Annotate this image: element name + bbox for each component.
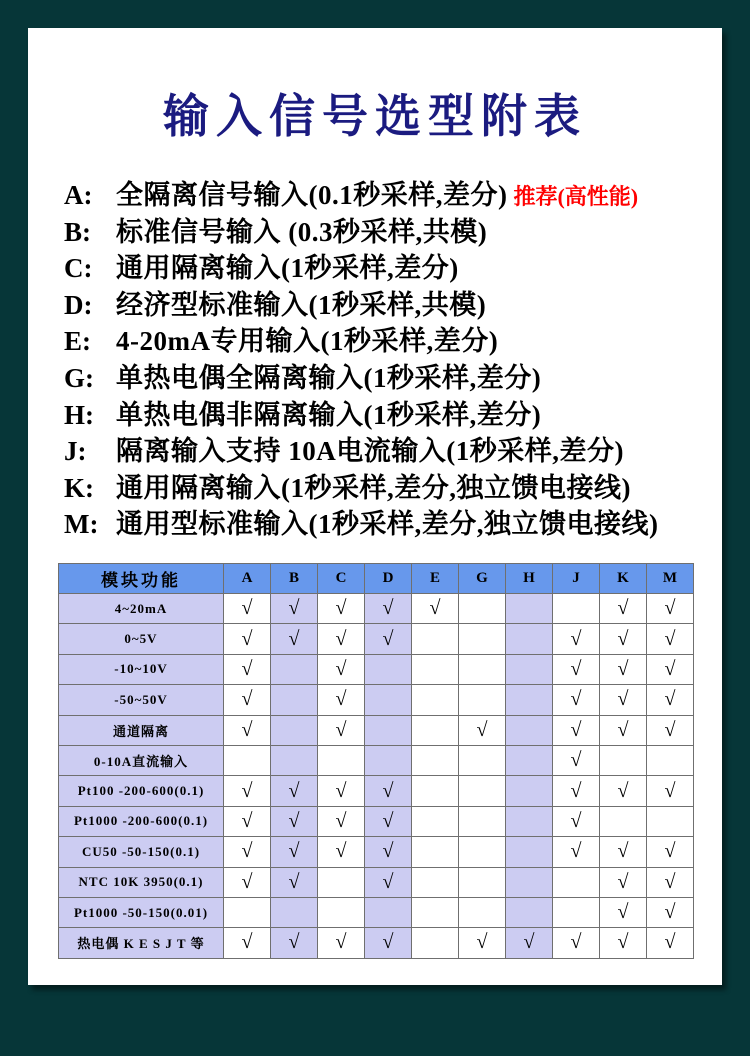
row-label: -50~50V — [59, 685, 224, 715]
option-letter: D: — [64, 289, 93, 320]
check-cell-K: √ — [600, 594, 647, 624]
table-row — [59, 594, 694, 624]
check-cell-M: √ — [647, 928, 694, 958]
check-cell-B: √ — [271, 867, 318, 897]
check-cell-M: √ — [647, 897, 694, 927]
empty-cell-D — [365, 745, 412, 775]
empty-cell-E — [412, 624, 459, 654]
empty-cell-B — [271, 715, 318, 745]
empty-cell-E — [412, 837, 459, 867]
table-row — [59, 776, 694, 806]
check-cell-C: √ — [318, 715, 365, 745]
table-row — [59, 685, 694, 715]
table-row — [59, 867, 694, 897]
empty-cell-A — [224, 897, 271, 927]
table-row — [59, 715, 694, 745]
check-cell-M: √ — [647, 654, 694, 684]
option-item-K — [64, 466, 712, 503]
check-cell-C: √ — [318, 928, 365, 958]
check-cell-C: √ — [318, 594, 365, 624]
column-header-G: G — [459, 564, 506, 594]
check-cell-D: √ — [365, 776, 412, 806]
check-cell-K: √ — [600, 837, 647, 867]
table-row — [59, 928, 694, 958]
table-header-row — [59, 564, 694, 594]
option-text: 单热电偶全隔离输入(1秒采样,差分) — [116, 362, 542, 393]
option-item-M — [64, 502, 712, 539]
check-cell-K: √ — [600, 715, 647, 745]
empty-cell-G — [459, 837, 506, 867]
check-cell-D: √ — [365, 594, 412, 624]
option-letter: M: — [64, 509, 99, 540]
row-label: 0-10A直流输入 — [59, 745, 224, 775]
check-cell-A: √ — [224, 806, 271, 836]
check-cell-J: √ — [553, 745, 600, 775]
empty-cell-B — [271, 745, 318, 775]
empty-cell-G — [459, 685, 506, 715]
table-row — [59, 806, 694, 836]
empty-cell-C — [318, 745, 365, 775]
option-text: 通用隔离输入(1秒采样,差分,独立馈电接线) — [116, 472, 631, 503]
empty-cell-E — [412, 928, 459, 958]
check-cell-D: √ — [365, 928, 412, 958]
empty-cell-E — [412, 806, 459, 836]
option-text: 标准信号输入 (0.3秒采样,共模) — [116, 216, 488, 247]
empty-cell-H — [506, 654, 553, 684]
empty-cell-D — [365, 654, 412, 684]
option-letter: A: — [64, 180, 93, 210]
empty-cell-G — [459, 624, 506, 654]
check-cell-B: √ — [271, 837, 318, 867]
row-label: -10~10V — [59, 654, 224, 684]
option-note: 推荐(高性能) — [513, 184, 639, 209]
column-header-E: E — [412, 564, 459, 594]
check-cell-J: √ — [553, 624, 600, 654]
table-row — [59, 745, 694, 775]
check-cell-A: √ — [224, 715, 271, 745]
row-label: 0~5V — [59, 624, 224, 654]
check-cell-D: √ — [365, 837, 412, 867]
check-cell-D: √ — [365, 806, 412, 836]
check-cell-K: √ — [600, 897, 647, 927]
check-cell-K: √ — [600, 624, 647, 654]
option-item-B — [64, 210, 712, 247]
check-cell-B: √ — [271, 624, 318, 654]
check-cell-J: √ — [553, 806, 600, 836]
empty-cell-C — [318, 897, 365, 927]
empty-cell-H — [506, 867, 553, 897]
check-cell-K: √ — [600, 685, 647, 715]
empty-cell-E — [412, 685, 459, 715]
option-letter: E: — [64, 326, 91, 357]
check-cell-A: √ — [224, 928, 271, 958]
option-text: 经济型标准输入(1秒采样,共模) — [116, 289, 487, 320]
empty-cell-H — [506, 897, 553, 927]
row-label: CU50 -50-150(0.1) — [59, 837, 224, 867]
column-header-H: H — [506, 564, 553, 594]
empty-cell-K — [600, 806, 647, 836]
row-label: 通道隔离 — [59, 715, 224, 745]
check-cell-J: √ — [553, 715, 600, 745]
check-cell-B: √ — [271, 806, 318, 836]
column-header-C: C — [318, 564, 365, 594]
empty-cell-J — [553, 897, 600, 927]
table-body — [59, 564, 694, 959]
check-cell-J: √ — [553, 928, 600, 958]
check-cell-K: √ — [600, 928, 647, 958]
selection-table — [58, 563, 694, 959]
empty-cell-D — [365, 897, 412, 927]
empty-cell-E — [412, 867, 459, 897]
check-cell-K: √ — [600, 867, 647, 897]
check-cell-M: √ — [647, 594, 694, 624]
check-cell-M: √ — [647, 715, 694, 745]
option-letter: G: — [64, 362, 94, 393]
check-cell-C: √ — [318, 654, 365, 684]
empty-cell-E — [412, 776, 459, 806]
option-letter: J: — [64, 436, 87, 467]
empty-cell-E — [412, 897, 459, 927]
check-cell-D: √ — [365, 867, 412, 897]
empty-cell-M — [647, 806, 694, 836]
table-row — [59, 654, 694, 684]
option-letter: B: — [64, 216, 91, 247]
empty-cell-K — [600, 745, 647, 775]
check-cell-M: √ — [647, 837, 694, 867]
option-text: 单热电偶非隔离输入(1秒采样,差分) — [116, 399, 542, 430]
option-item-J — [64, 429, 712, 466]
check-cell-A: √ — [224, 594, 271, 624]
empty-cell-D — [365, 685, 412, 715]
option-text: 4-20mA专用输入(1秒采样,差分) — [116, 326, 499, 357]
check-cell-B: √ — [271, 594, 318, 624]
document-page — [28, 28, 722, 985]
check-cell-J: √ — [553, 685, 600, 715]
row-label: NTC 10K 3950(0.1) — [59, 867, 224, 897]
option-item-E — [64, 319, 712, 356]
option-item-D — [64, 283, 712, 320]
table-row — [59, 837, 694, 867]
column-header-D: D — [365, 564, 412, 594]
option-letter: H: — [64, 399, 94, 430]
option-text: 通用型标准输入(1秒采样,差分,独立馈电接线) — [116, 509, 659, 540]
column-header-K: K — [600, 564, 647, 594]
check-cell-B: √ — [271, 928, 318, 958]
empty-cell-B — [271, 685, 318, 715]
check-cell-B: √ — [271, 776, 318, 806]
empty-cell-H — [506, 776, 553, 806]
empty-cell-B — [271, 897, 318, 927]
check-cell-C: √ — [318, 685, 365, 715]
empty-cell-G — [459, 745, 506, 775]
option-text: 通用隔离输入(1秒采样,差分) — [116, 253, 459, 284]
empty-cell-D — [365, 715, 412, 745]
empty-cell-H — [506, 624, 553, 654]
empty-cell-H — [506, 837, 553, 867]
option-item-C — [64, 246, 712, 283]
check-cell-A: √ — [224, 867, 271, 897]
empty-cell-C — [318, 867, 365, 897]
empty-cell-G — [459, 897, 506, 927]
empty-cell-G — [459, 654, 506, 684]
empty-cell-J — [553, 594, 600, 624]
empty-cell-H — [506, 594, 553, 624]
option-letter: K: — [64, 472, 94, 503]
check-cell-H: √ — [506, 928, 553, 958]
option-item-H — [64, 393, 712, 430]
column-header-A: A — [224, 564, 271, 594]
empty-cell-B — [271, 654, 318, 684]
row-label: Pt100 -200-600(0.1) — [59, 776, 224, 806]
empty-cell-E — [412, 654, 459, 684]
empty-cell-H — [506, 685, 553, 715]
check-cell-J: √ — [553, 837, 600, 867]
column-header-B: B — [271, 564, 318, 594]
empty-cell-H — [506, 715, 553, 745]
check-cell-K: √ — [600, 654, 647, 684]
empty-cell-H — [506, 745, 553, 775]
empty-cell-G — [459, 867, 506, 897]
table-row — [59, 624, 694, 654]
empty-cell-M — [647, 745, 694, 775]
empty-cell-G — [459, 594, 506, 624]
empty-cell-J — [553, 867, 600, 897]
check-cell-C: √ — [318, 837, 365, 867]
row-label: Pt1000 -200-600(0.1) — [59, 806, 224, 836]
table-row — [59, 897, 694, 927]
option-text: 全隔离信号输入(0.1秒采样,差分) — [116, 180, 508, 210]
option-item-A — [64, 173, 712, 210]
option-item-G — [64, 356, 712, 393]
check-cell-M: √ — [647, 685, 694, 715]
check-cell-K: √ — [600, 776, 647, 806]
empty-cell-E — [412, 715, 459, 745]
check-cell-A: √ — [224, 685, 271, 715]
table-header-label: 模块功能 — [59, 564, 224, 594]
column-header-J: J — [553, 564, 600, 594]
check-cell-A: √ — [224, 837, 271, 867]
check-cell-J: √ — [553, 776, 600, 806]
check-cell-D: √ — [365, 624, 412, 654]
option-text: 隔离输入支持 10A电流输入(1秒采样,差分) — [116, 436, 624, 467]
check-cell-A: √ — [224, 654, 271, 684]
check-cell-M: √ — [647, 624, 694, 654]
check-cell-A: √ — [224, 776, 271, 806]
empty-cell-G — [459, 806, 506, 836]
check-cell-A: √ — [224, 624, 271, 654]
check-cell-M: √ — [647, 776, 694, 806]
check-cell-E: √ — [412, 594, 459, 624]
page-title: 输入信号选型附表 — [163, 90, 587, 142]
empty-cell-H — [506, 806, 553, 836]
empty-cell-G — [459, 776, 506, 806]
empty-cell-E — [412, 745, 459, 775]
check-cell-C: √ — [318, 806, 365, 836]
empty-cell-A — [224, 745, 271, 775]
check-cell-J: √ — [553, 654, 600, 684]
option-list — [64, 173, 712, 539]
option-letter: C: — [64, 253, 93, 284]
row-label: Pt1000 -50-150(0.01) — [59, 897, 224, 927]
check-cell-M: √ — [647, 867, 694, 897]
check-cell-C: √ — [318, 776, 365, 806]
check-cell-G: √ — [459, 715, 506, 745]
check-cell-C: √ — [318, 624, 365, 654]
row-label: 热电偶 K E S J T 等 — [59, 928, 224, 958]
row-label: 4~20mA — [59, 594, 224, 624]
check-cell-G: √ — [459, 928, 506, 958]
column-header-M: M — [647, 564, 694, 594]
